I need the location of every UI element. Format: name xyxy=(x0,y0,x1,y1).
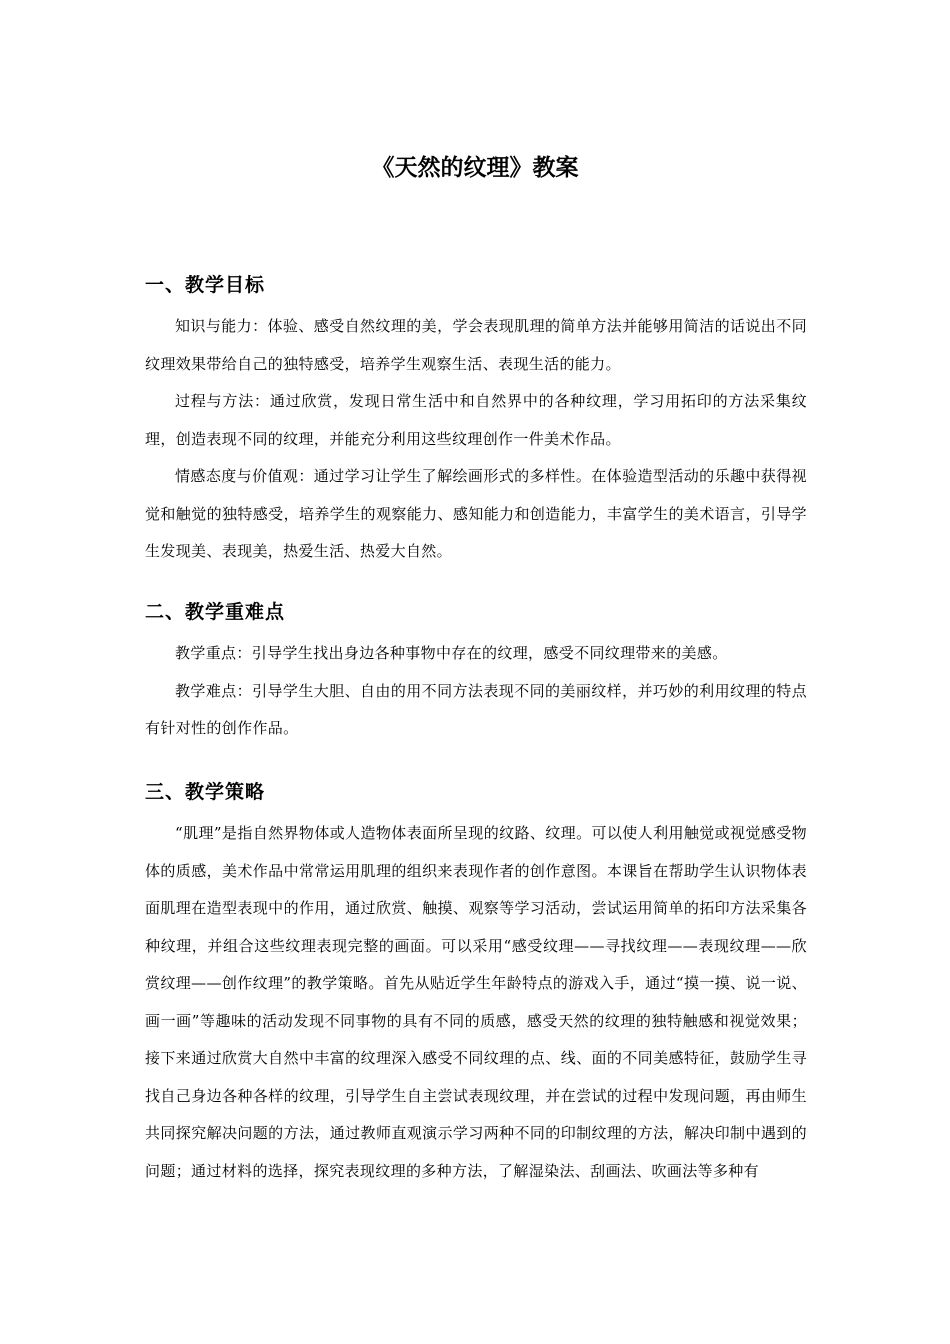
section-teaching-strategy xyxy=(145,777,807,1190)
paragraph-strategy: “肌理”是指自然界物体或人造物体表面所呈现的纹路、纹理。可以使人利用触觉或视觉感受物体的质感，美术作品中常常运用肌理的组织来表现作者的创作意图。本课旨在帮助学生认识物体表面肌理在造型表现中的作用，通过欣赏、触摸、观察等学习活动，尝试运用简单的拓印方法采集各种纹理，并组合这些纹理表现完整的画面。可以采用“感受纹理——寻找纹理——表现纹理——欣赏纹理——创作纹理”的教学策略。首先从贴近学生年龄特点的游戏入手，通过“摸一摸、说一说、画一画”等趣味的活动发现不同事物的具有不同的质感，感受天然的纹理的独特触感和视觉效果；接下来通过欣赏大自然中丰富的纹理深入感受不同纹理的点、线、面的不同美感特征，鼓励学生寻找自己身边各种各样的纹理，引导学生自主尝试表现纹理，并在尝试的过程中发现问题，再由师生共同探究解决问题的方法，通过教师直观演示学习两种不同的印制纹理的方法，解决印制中遇到的问题；通过材料的选择，探究表现纹理的多种方法，了解湿染法、刮画法、吹画法等多种有 xyxy=(145,824,807,1180)
paragraph-key-point: 教学重点：引导学生找出身边各种事物中存在的纹理，感受不同纹理带来的美感。 xyxy=(175,644,728,662)
document-title: 《天然的纹理》教案 xyxy=(371,154,579,181)
paragraph-difficult-point: 教学难点：引导学生大胆、自由的用不同方法表现不同的美丽纹样，并巧妙的利用纹理的特点有针对性的创作作品。 xyxy=(145,681,807,737)
section-heading: 三、教学策略 xyxy=(145,781,266,803)
paragraph-knowledge-ability: 知识与能力：体验、感受自然纹理的美，学会表现肌理的简单方法并能够用简洁的话说出不同纹理效果带给自己的独特感受，培养学生观察生活、表现生活的能力。 xyxy=(145,317,807,373)
paragraph-process-method: 过程与方法：通过欣赏，发现日常生活中和自然界中的各种纹理，学习用拓印的方法采集纹理，创造表现不同的纹理，并能充分利用这些纹理创作一件美术作品。 xyxy=(145,392,807,448)
section-heading: 一、教学目标 xyxy=(145,274,266,296)
paragraph-emotion-values: 情感态度与价值观：通过学习让学生了解绘画形式的多样性。在体验造型活动的乐趣中获得视觉和触觉的独特感受，培养学生的观察能力、感知能力和创造能力，丰富学生的美术语言，引导学生发现美、表现美，热爱生活、热爱大自然。 xyxy=(145,467,807,560)
section-key-difficult-points xyxy=(145,597,807,748)
section-teaching-objectives xyxy=(145,270,807,571)
section-heading: 二、教学重难点 xyxy=(145,601,286,623)
